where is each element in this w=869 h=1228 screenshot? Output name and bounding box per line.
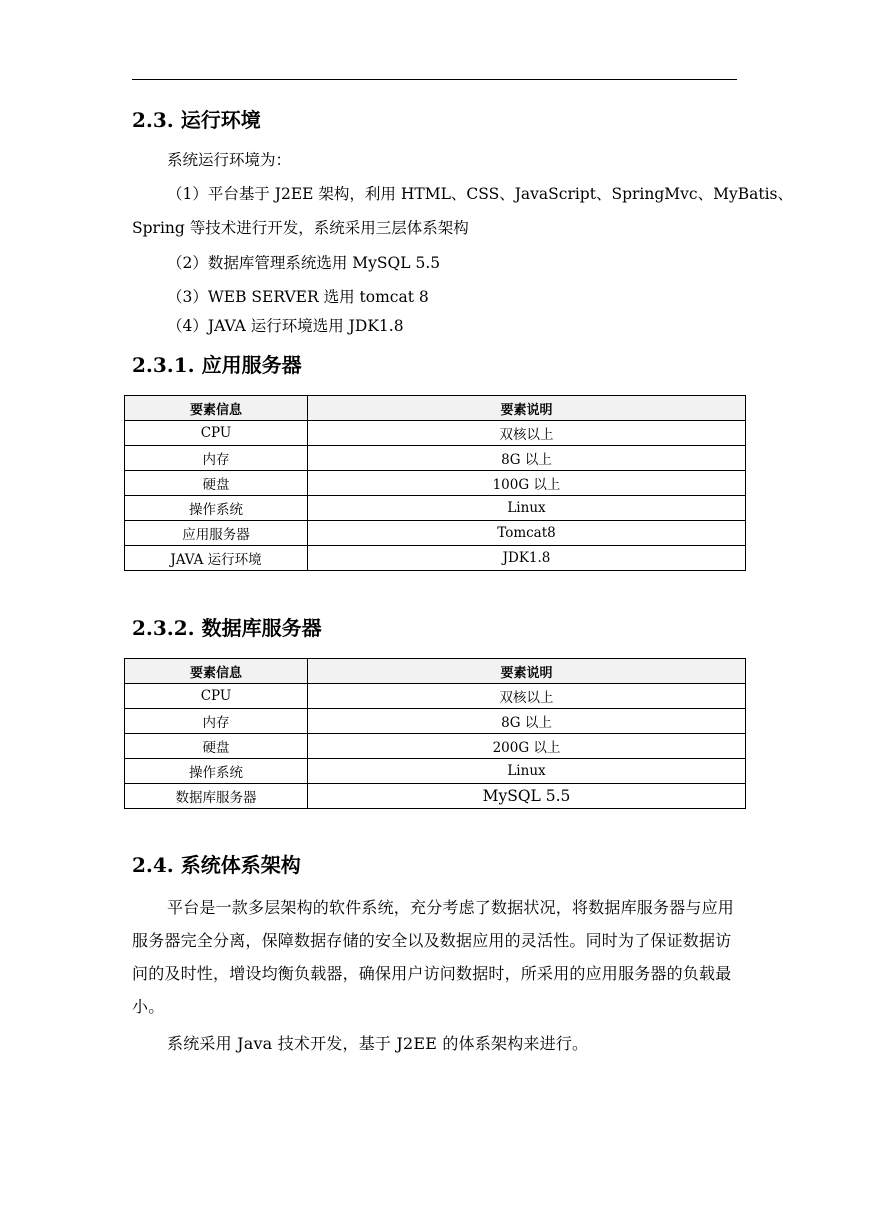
- table-header-row: [125, 659, 746, 684]
- env-item-3: （3）WEB SERVER 选用 tomcat 8: [167, 288, 429, 306]
- app-server-table: [124, 395, 746, 571]
- table-row: [125, 759, 746, 784]
- table-header-cell: 要素说明: [308, 396, 746, 421]
- env-item-2: （2）数据库管理系统选用 MySQL 5.5: [167, 254, 441, 272]
- table-row: [125, 734, 746, 759]
- architecture-paragraph-1: 平台是一款多层架构的软件系统，充分考虑了数据状况，将数据库服务器与应用服务器完全分离，保障数据存储的安全以及数据应用的灵活性。同时为了保证数据访问的及时性，增设均衡负载器，确保用户访问数据时，所采用的应用服务器的负载最小。: [132, 898, 735, 1016]
- table-row: [125, 521, 746, 546]
- table-cell: Linux: [308, 759, 746, 784]
- header-rule: [132, 79, 737, 80]
- table-row: [125, 784, 746, 809]
- table-cell: 8G 以上: [308, 446, 746, 471]
- table-row: [125, 471, 746, 496]
- table-cell: MySQL 5.5: [308, 784, 746, 809]
- env-intro: 系统运行环境为：: [167, 151, 292, 169]
- table-cell: 数据库服务器: [125, 784, 308, 809]
- table-row: [125, 684, 746, 709]
- table-cell: CPU: [125, 421, 308, 446]
- table-cell: 200G 以上: [308, 734, 746, 759]
- db-server-table: [124, 658, 746, 809]
- table-header-cell: 要素信息: [125, 659, 308, 684]
- env-item-1-line-2: Spring 等技术进行开发，系统采用三层体系架构: [132, 219, 469, 237]
- table-cell: 硬盘: [125, 734, 308, 759]
- section-heading-2-3-2: 2.3.2. 数据库服务器: [132, 616, 322, 640]
- table-row: [125, 446, 746, 471]
- table-row: [125, 421, 746, 446]
- table-cell: Linux: [308, 496, 746, 521]
- env-item-4: （4）JAVA 运行环境选用 JDK1.8: [167, 317, 404, 335]
- section-heading-2-3: 2.3. 运行环境: [132, 108, 261, 132]
- table-row: [125, 496, 746, 521]
- table-cell: Tomcat8: [308, 521, 746, 546]
- section-heading-2-4: 2.4. 系统体系架构: [132, 853, 301, 877]
- table-cell: 内存: [125, 709, 308, 734]
- table-cell: CPU: [125, 684, 308, 709]
- table-cell: 内存: [125, 446, 308, 471]
- table-cell: 双核以上: [308, 684, 746, 709]
- section-heading-2-3-1: 2.3.1. 应用服务器: [132, 353, 302, 377]
- table-cell: 操作系统: [125, 496, 308, 521]
- table-cell: 硬盘: [125, 471, 308, 496]
- table-header-row: [125, 396, 746, 421]
- architecture-paragraph-2: 系统采用 Java 技术开发，基于 J2EE 的体系架构来进行。: [167, 1034, 589, 1053]
- env-item-1-line-1: （1）平台基于 J2EE 架构，利用 HTML、CSS、JavaScript、SpringMvc、MyBatis、: [167, 185, 793, 203]
- table-cell: 8G 以上: [308, 709, 746, 734]
- table-cell: 操作系统: [125, 759, 308, 784]
- table-row: [125, 709, 746, 734]
- table-cell: JDK1.8: [308, 546, 746, 571]
- table-header-cell: 要素说明: [308, 659, 746, 684]
- table-header-cell: 要素信息: [125, 396, 308, 421]
- table-cell: 双核以上: [308, 421, 746, 446]
- table-cell: JAVA 运行环境: [125, 546, 308, 571]
- table-cell: 100G 以上: [308, 471, 746, 496]
- table-cell: 应用服务器: [125, 521, 308, 546]
- table-row: [125, 546, 746, 571]
